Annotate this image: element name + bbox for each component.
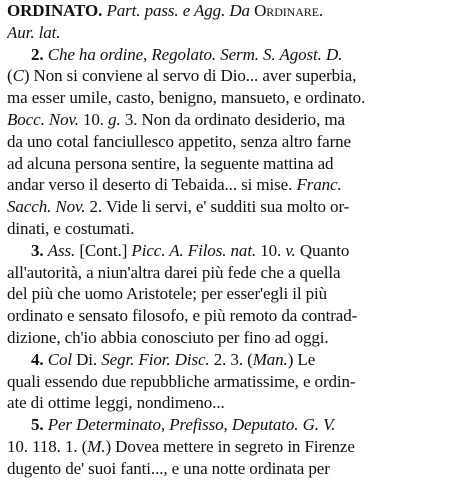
text-segment: ordinato e sensato filosofo, e più remoto da contrad-: [7, 306, 358, 326]
text-segment: 5.: [31, 415, 48, 435]
text-segment: Aur. lat.: [7, 22, 61, 42]
text-segment: 2. Vide li servi, e' sudditi sua molto or-: [85, 197, 350, 217]
text-segment: [Cont.]: [75, 240, 132, 260]
text-segment: quali essendo due repubbliche armatissime, e ordin-: [7, 371, 356, 391]
text-segment: 4.: [31, 349, 48, 369]
text-segment: 2. 3. (: [209, 349, 253, 369]
text-segment: ad alcuna persona sentire, la seguente mattina ad: [7, 153, 334, 173]
text-line: [7, 240, 466, 262]
text-segment: Col: [47, 349, 72, 369]
text-segment: Segr. Fior. Disc.: [101, 349, 210, 369]
text-line: [7, 44, 466, 66]
text-segment: M.: [87, 436, 106, 456]
text-segment: ORDINATO.: [7, 1, 103, 20]
text-segment: 10.: [256, 240, 286, 260]
text-segment: v.: [285, 240, 296, 260]
text-line: [7, 458, 466, 480]
text-line: [7, 371, 466, 393]
text-segment: Part. pass. e Agg. Da: [102, 1, 255, 20]
text-segment: ) Dovea mettere in segreto in Firenze: [105, 436, 355, 456]
text-segment: da uno cotal fanciullesco appetito, senza altro farne: [7, 131, 351, 151]
text-segment: Franc.: [296, 175, 342, 195]
text-segment: g.: [108, 109, 121, 129]
text-line: [7, 262, 466, 284]
text-line: [7, 392, 466, 414]
text-line: [7, 87, 466, 109]
text-line: [7, 0, 466, 22]
text-segment: Man.: [252, 349, 288, 369]
text-line: [7, 196, 466, 218]
text-segment: ) Le: [287, 349, 316, 369]
text-line: [7, 174, 466, 196]
text-segment: ) Non si conviene al servo di Dio... aver superbia,: [23, 66, 357, 86]
text-segment: del più che uomo Aristotele; per esser'egli il più: [7, 284, 328, 304]
text-segment: dizione, ch'io abbia conosciuto per fino ad oggi.: [7, 327, 329, 347]
text-segment: 10. 118. 1. (: [7, 436, 88, 456]
text-segment: Per Determinato, Prefisso, Deputato. G. V.: [47, 415, 336, 435]
text-segment: dinati, e costumati.: [7, 218, 135, 238]
text-segment: Che ha ordine, Regolato. Serm. S. Agost. D.: [47, 44, 343, 64]
text-line: [7, 153, 466, 175]
text-line: [7, 283, 466, 305]
text-segment: Quanto: [295, 240, 350, 260]
text-segment: C: [12, 66, 24, 86]
text-line: [7, 349, 466, 371]
text-line: [7, 327, 466, 349]
text-line: [7, 22, 466, 44]
text-segment: .: [318, 1, 324, 20]
text-segment: all'autorità, a niun'altra darei più fede che a quella: [7, 262, 341, 282]
text-segment: ate di ottime leggi, nondimeno...: [7, 393, 225, 413]
text-segment: 3.: [31, 240, 48, 260]
text-line: [7, 305, 466, 327]
text-segment: Bocc. Nov.: [7, 109, 79, 129]
text-segment: Sacch. Nov.: [7, 197, 86, 217]
text-segment: (: [7, 66, 13, 86]
text-segment: dugento de' suoi fanti..., e una notte ordinata per: [7, 458, 330, 478]
text-segment: Di.: [71, 349, 102, 369]
text-segment: Picc. A. Filos. nat.: [131, 240, 257, 260]
text-segment: 2.: [31, 44, 48, 64]
text-line: [7, 65, 466, 87]
text-line: [7, 414, 466, 436]
text-segment: Ordinare: [254, 1, 319, 20]
text-segment: ma esser umile, casto, benigno, mansueto, e ordinato.: [7, 88, 366, 108]
text-segment: 3. Non da ordinato desiderio, ma: [120, 109, 345, 129]
text-line: [7, 218, 466, 240]
text-line: [7, 109, 466, 131]
text-segment: andar verso il deserto di Tebaida... si mise.: [7, 175, 297, 195]
text-line: [7, 131, 466, 153]
text-line: [7, 436, 466, 458]
text-segment: 10.: [78, 109, 109, 129]
text-segment: Ass.: [47, 240, 76, 260]
